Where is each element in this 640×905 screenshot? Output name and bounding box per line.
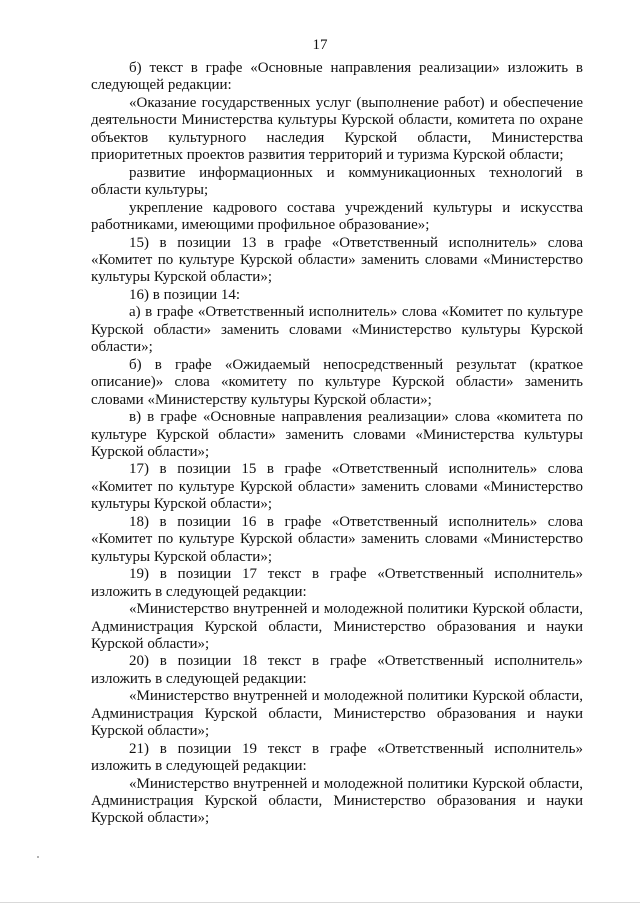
document-body <box>91 60 583 828</box>
page-number: 17 <box>312 37 328 53</box>
paragraph-b-main-directions: б) текст в графе «Основные направления реализации» изложить в следующей редакции: <box>91 60 583 94</box>
paragraph-staff-strengthening: укрепление кадрового состава учреждений культуры и искусства работниками, имеющими профильное образование»; <box>91 199 583 234</box>
paragraph-item-19-text: «Министерство внутренней и молодежной политики Курской области, Администрация Курской области, Министерство образования и науки Курской области»; <box>91 601 583 652</box>
paragraph-item-16-v: в) в графе «Основные направления реализации» слова «комитета по культуре Курской области» заменить словами «Министерства культуры Курской области»; <box>91 409 583 460</box>
paragraph-it-development: развитие информационных и коммуникационных технологий в области культуры; <box>91 164 583 199</box>
paragraph-item-16-b: б) в графе «Ожидаемый непосредственный результат (краткое описание)» слова «комитету по культуре Курской области» заменить словами «Министерству культуры Курской области»; <box>91 356 583 408</box>
paragraph-item-16-a: а) в графе «Ответственный исполнитель» слова «Комитет по культуре Курской области» заменить словами «Министерство культуры Курской области»; <box>91 304 583 356</box>
paragraph-item-18: 18) в позиции 16 в графе «Ответственный исполнитель» слова «Комитет по культуре Курской области» заменить словами «Министерство культуры Курской области»; <box>91 513 583 565</box>
paragraph-item-16: 16) в позиции 14: <box>129 286 241 303</box>
paragraph-item-17: 17) в позиции 15 в графе «Ответственный исполнитель» слова «Комитет по культуре Курской области» заменить словами «Министерство культуры Курской области»; <box>91 461 583 513</box>
paragraph-item-20-text: «Министерство внутренней и молодежной политики Курской области, Администрация Курской области, Министерство образования и науки Курской области»; <box>91 688 583 740</box>
page-bottom-edge <box>0 902 640 903</box>
paragraph-state-services: «Оказание государственных услуг (выполнение работ) и обеспечение деятельности Министерства культуры Курской области, комитета по охране объектов культурного наследия Курской области, Министерства приоритетных проектов развития территорий и туризма Курской области; <box>91 94 583 164</box>
scan-speck <box>37 856 39 858</box>
paragraph-item-15: 15) в позиции 13 в графе «Ответственный исполнитель» слова «Комитет по культуре Курской области» заменить словами «Министерство культуры Курской области»; <box>91 234 583 286</box>
paragraph-item-20: 20) в позиции 18 текст в графе «Ответственный исполнитель» изложить в следующей редакции: <box>91 653 583 687</box>
paragraph-item-19: 19) в позиции 17 текст в графе «Ответственный исполнитель» изложить в следующей редакции: <box>91 566 583 600</box>
paragraph-item-21-text: «Министерство внутренней и молодежной политики Курской области, Администрация Курской области, Министерство образования и науки Курской области»; <box>91 775 583 827</box>
paragraph-item-21: 21) в позиции 19 текст в графе «Ответственный исполнитель» изложить в следующей редакции: <box>91 740 583 775</box>
